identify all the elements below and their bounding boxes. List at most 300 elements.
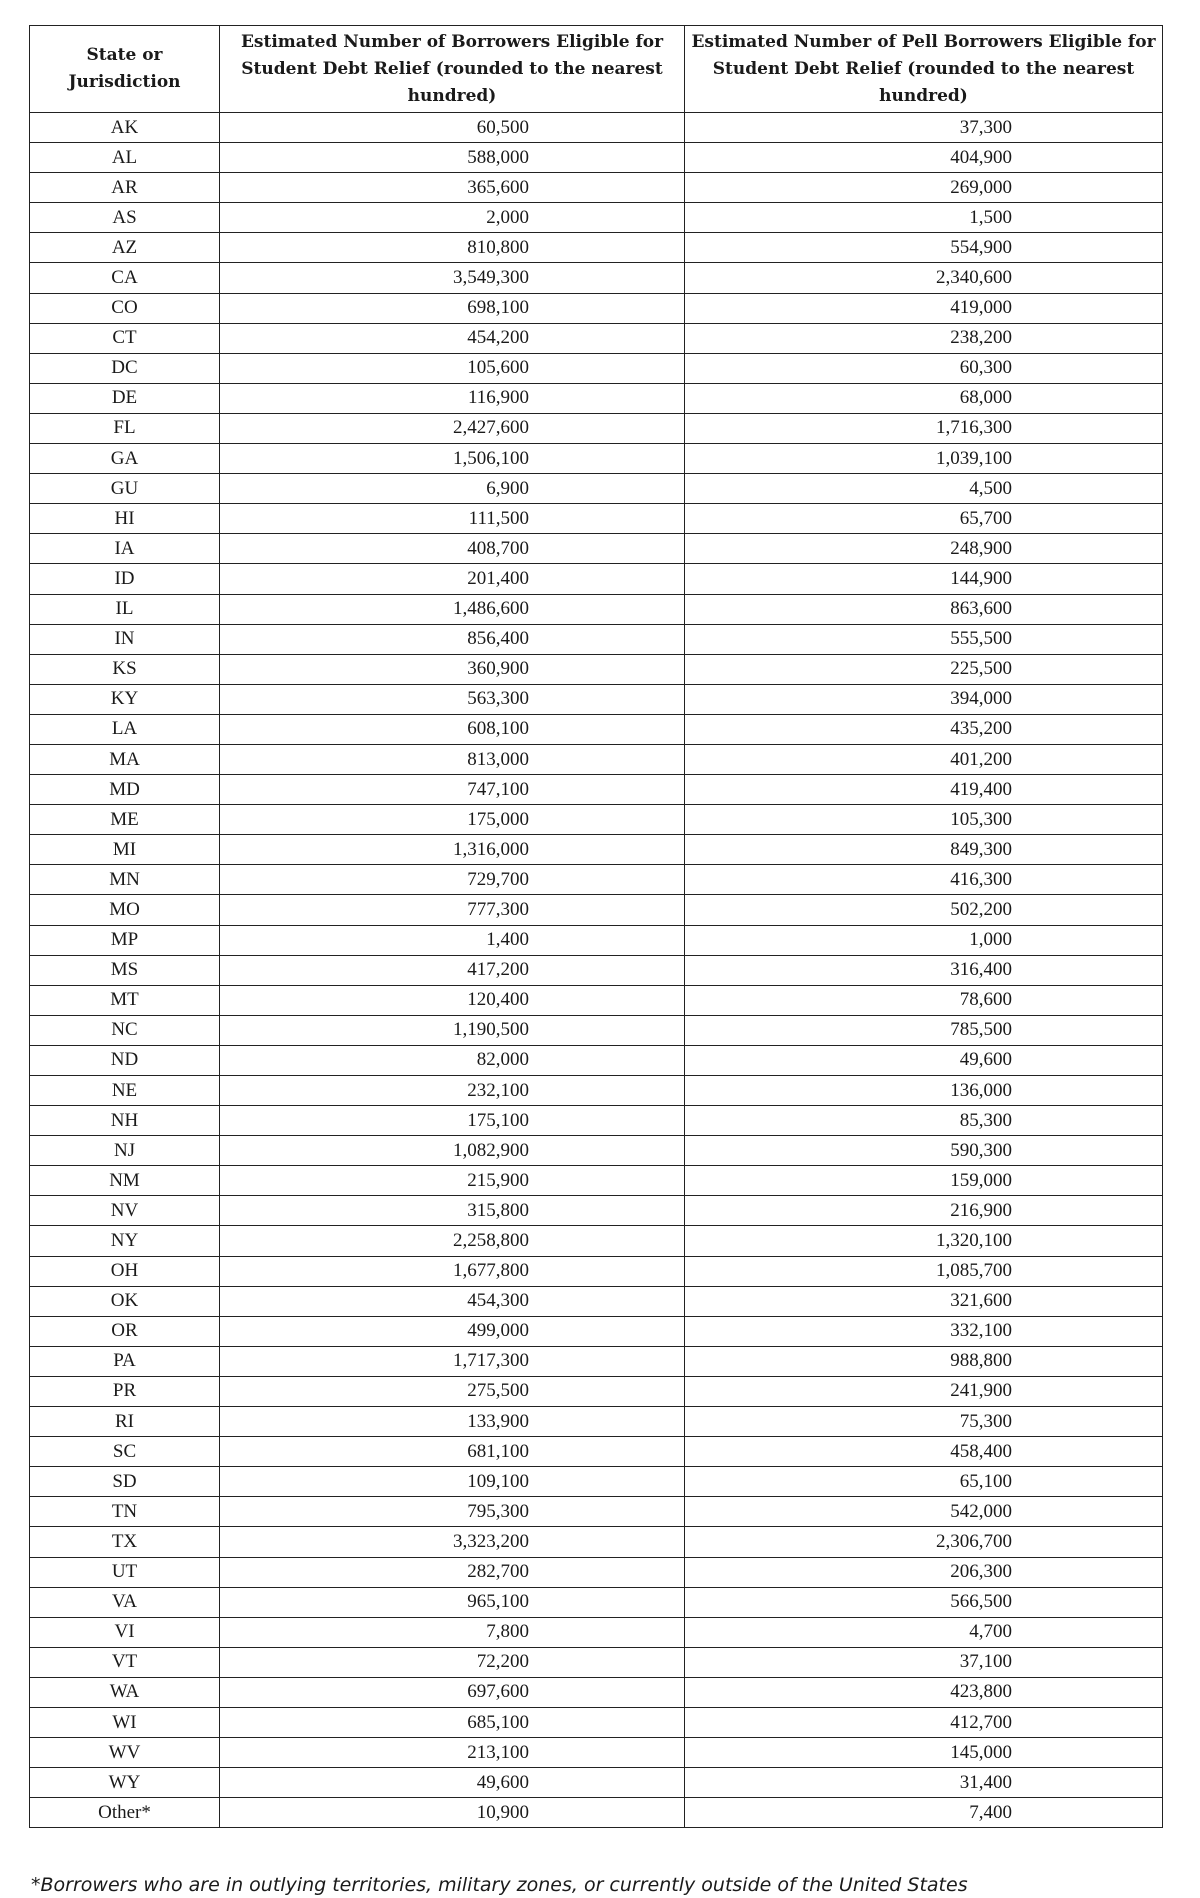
borrowers-cell <box>220 1557 685 1587</box>
pell-borrowers-cell <box>685 1045 1163 1075</box>
table-row <box>30 624 1163 654</box>
state-cell: MP <box>30 925 220 955</box>
borrowers-cell <box>220 143 685 173</box>
table-row <box>30 1467 1163 1497</box>
table-row <box>30 1557 1163 1587</box>
pell-borrowers-value: 4,700 <box>969 1621 1012 1643</box>
borrowers-cell <box>220 955 685 985</box>
borrowers-cell <box>220 233 685 263</box>
borrowers-cell <box>220 1798 685 1828</box>
state-cell: WY <box>30 1768 220 1798</box>
borrowers-value: 563,300 <box>467 688 529 710</box>
table-row <box>30 413 1163 443</box>
table-row <box>30 1346 1163 1376</box>
table-row <box>30 714 1163 744</box>
pell-borrowers-cell <box>685 1376 1163 1406</box>
state-cell: ME <box>30 805 220 835</box>
borrowers-cell <box>220 1076 685 1106</box>
borrowers-cell <box>220 1497 685 1527</box>
borrowers-value: 175,000 <box>467 808 529 830</box>
pell-borrowers-value: 4,500 <box>969 477 1012 499</box>
state-cell: SC <box>30 1437 220 1467</box>
borrowers-value: 275,500 <box>467 1380 529 1402</box>
borrowers-value: 685,100 <box>467 1711 529 1733</box>
table-row <box>30 534 1163 564</box>
pell-borrowers-value: 65,100 <box>959 1470 1012 1492</box>
borrowers-cell <box>220 1256 685 1286</box>
state-cell: WA <box>30 1677 220 1707</box>
table-row <box>30 925 1163 955</box>
borrowers-value: 365,600 <box>467 176 529 198</box>
pell-borrowers-value: 1,716,300 <box>936 417 1012 439</box>
table-row <box>30 955 1163 985</box>
borrowers-cell <box>220 504 685 534</box>
pell-borrowers-value: 416,300 <box>950 868 1012 890</box>
table-row <box>30 263 1163 293</box>
pell-borrowers-cell <box>685 895 1163 925</box>
pell-borrowers-cell <box>685 1617 1163 1647</box>
state-cell: Other* <box>30 1798 220 1828</box>
pell-borrowers-value: 136,000 <box>950 1079 1012 1101</box>
state-cell: WI <box>30 1707 220 1737</box>
table-row <box>30 323 1163 353</box>
pell-borrowers-value: 159,000 <box>950 1169 1012 1191</box>
state-cell: FL <box>30 413 220 443</box>
borrowers-cell <box>220 474 685 504</box>
pell-borrowers-cell <box>685 1076 1163 1106</box>
table-row <box>30 1587 1163 1617</box>
borrowers-cell <box>220 1617 685 1647</box>
pell-borrowers-cell <box>685 1196 1163 1226</box>
state-cell: NC <box>30 1015 220 1045</box>
table-row <box>30 1738 1163 1768</box>
borrowers-value: 1,082,900 <box>453 1139 529 1161</box>
table-row <box>30 504 1163 534</box>
state-cell: MA <box>30 744 220 774</box>
pell-borrowers-cell <box>685 775 1163 805</box>
pell-borrowers-cell <box>685 173 1163 203</box>
state-cell: CT <box>30 323 220 353</box>
borrowers-value: 6,900 <box>486 477 529 499</box>
borrowers-cell <box>220 1045 685 1075</box>
state-cell: GU <box>30 474 220 504</box>
pell-borrowers-cell <box>685 1647 1163 1677</box>
borrowers-cell <box>220 413 685 443</box>
table-row <box>30 1437 1163 1467</box>
borrowers-value: 1,400 <box>486 929 529 951</box>
table-row <box>30 383 1163 413</box>
borrowers-cell <box>220 263 685 293</box>
state-cell: MD <box>30 775 220 805</box>
state-cell: UT <box>30 1557 220 1587</box>
borrowers-value: 747,100 <box>467 778 529 800</box>
borrowers-cell <box>220 113 685 143</box>
borrowers-value: 856,400 <box>467 628 529 650</box>
pell-borrowers-value: 419,000 <box>950 297 1012 319</box>
table-row <box>30 1707 1163 1737</box>
borrowers-value: 1,190,500 <box>453 1019 529 1041</box>
pell-borrowers-cell <box>685 1136 1163 1166</box>
borrowers-value: 105,600 <box>467 357 529 379</box>
pell-borrowers-value: 105,300 <box>950 808 1012 830</box>
borrowers-value: 499,000 <box>467 1320 529 1342</box>
borrowers-value: 111,500 <box>468 507 529 529</box>
borrowers-cell <box>220 1166 685 1196</box>
pell-borrowers-value: 1,039,100 <box>936 447 1012 469</box>
state-cell: IN <box>30 624 220 654</box>
borrowers-value: 2,427,600 <box>453 417 529 439</box>
state-cell: IA <box>30 534 220 564</box>
borrowers-value: 1,316,000 <box>453 838 529 860</box>
pell-borrowers-value: 7,400 <box>969 1801 1012 1823</box>
pell-borrowers-cell <box>685 1768 1163 1798</box>
table-row <box>30 1166 1163 1196</box>
pell-borrowers-cell <box>685 534 1163 564</box>
borrowers-value: 109,100 <box>467 1470 529 1492</box>
borrowers-value: 213,100 <box>467 1741 529 1763</box>
pell-borrowers-value: 554,900 <box>950 236 1012 258</box>
borrowers-cell <box>220 1286 685 1316</box>
borrowers-cell <box>220 835 685 865</box>
borrowers-cell <box>220 925 685 955</box>
borrowers-cell <box>220 1527 685 1557</box>
pell-borrowers-cell <box>685 624 1163 654</box>
pell-borrowers-cell <box>685 1316 1163 1346</box>
borrowers-cell <box>220 865 685 895</box>
pell-borrowers-value: 849,300 <box>950 838 1012 860</box>
pell-borrowers-value: 316,400 <box>950 959 1012 981</box>
pell-borrowers-cell <box>685 1286 1163 1316</box>
pell-borrowers-value: 590,300 <box>950 1139 1012 1161</box>
pell-borrowers-cell <box>685 1707 1163 1737</box>
borrowers-value: 3,549,300 <box>453 267 529 289</box>
pell-borrowers-cell <box>685 744 1163 774</box>
pell-borrowers-value: 225,500 <box>950 658 1012 680</box>
borrowers-cell <box>220 594 685 624</box>
borrowers-value: 1,677,800 <box>453 1260 529 1282</box>
borrowers-value: 282,700 <box>467 1561 529 1583</box>
state-cell: RI <box>30 1407 220 1437</box>
pell-borrowers-cell <box>685 684 1163 714</box>
state-cell: GA <box>30 444 220 474</box>
borrowers-cell <box>220 1437 685 1467</box>
borrowers-cell <box>220 1226 685 1256</box>
pell-borrowers-value: 419,400 <box>950 778 1012 800</box>
borrowers-cell <box>220 383 685 413</box>
table-row <box>30 1768 1163 1798</box>
borrowers-value: 681,100 <box>467 1440 529 1462</box>
borrowers-value: 360,900 <box>467 658 529 680</box>
table-row <box>30 985 1163 1015</box>
borrowers-value: 201,400 <box>467 567 529 589</box>
state-cell: NM <box>30 1166 220 1196</box>
state-cell: CO <box>30 293 220 323</box>
state-cell: WV <box>30 1738 220 1768</box>
pell-borrowers-value: 394,000 <box>950 688 1012 710</box>
borrowers-cell <box>220 1738 685 1768</box>
pell-borrowers-cell <box>685 1226 1163 1256</box>
table-row <box>30 173 1163 203</box>
pell-borrowers-cell <box>685 1527 1163 1557</box>
borrowers-cell <box>220 323 685 353</box>
pell-borrowers-value: 248,900 <box>950 537 1012 559</box>
borrowers-cell <box>220 534 685 564</box>
table-row <box>30 1497 1163 1527</box>
pell-borrowers-value: 785,500 <box>950 1019 1012 1041</box>
state-cell: LA <box>30 714 220 744</box>
borrowers-cell <box>220 775 685 805</box>
pell-borrowers-value: 1,320,100 <box>936 1230 1012 1252</box>
pell-borrowers-cell <box>685 413 1163 443</box>
table-row <box>30 654 1163 684</box>
state-cell: ID <box>30 564 220 594</box>
pell-borrowers-cell <box>685 353 1163 383</box>
table-row <box>30 1376 1163 1406</box>
state-cell: VA <box>30 1587 220 1617</box>
borrowers-cell <box>220 1407 685 1437</box>
borrowers-cell <box>220 1316 685 1346</box>
table-row <box>30 895 1163 925</box>
state-cell: AR <box>30 173 220 203</box>
state-cell: SD <box>30 1467 220 1497</box>
borrowers-value: 608,100 <box>467 718 529 740</box>
table-row <box>30 444 1163 474</box>
pell-borrowers-value: 269,000 <box>950 176 1012 198</box>
pell-borrowers-value: 566,500 <box>950 1591 1012 1613</box>
borrowers-value: 60,500 <box>476 116 529 138</box>
borrowers-cell <box>220 1768 685 1798</box>
pell-borrowers-value: 423,800 <box>950 1681 1012 1703</box>
pell-borrowers-cell <box>685 925 1163 955</box>
pell-borrowers-cell <box>685 1738 1163 1768</box>
pell-borrowers-value: 1,000 <box>969 929 1012 951</box>
table-row <box>30 293 1163 323</box>
borrowers-cell <box>220 805 685 835</box>
borrowers-value: 408,700 <box>467 537 529 559</box>
borrowers-value: 813,000 <box>467 748 529 770</box>
borrowers-value: 729,700 <box>467 868 529 890</box>
borrowers-cell <box>220 353 685 383</box>
state-cell: MS <box>30 955 220 985</box>
borrowers-value: 698,100 <box>467 297 529 319</box>
pell-borrowers-cell <box>685 1677 1163 1707</box>
pell-borrowers-cell <box>685 1256 1163 1286</box>
table-row <box>30 1617 1163 1647</box>
borrowers-cell <box>220 744 685 774</box>
state-cell: PA <box>30 1346 220 1376</box>
pell-borrowers-value: 458,400 <box>950 1440 1012 1462</box>
state-cell: NV <box>30 1196 220 1226</box>
pell-borrowers-cell <box>685 474 1163 504</box>
borrowers-value: 10,900 <box>476 1801 529 1823</box>
table-row <box>30 1316 1163 1346</box>
state-cell: NJ <box>30 1136 220 1166</box>
pell-borrowers-cell <box>685 865 1163 895</box>
pell-borrowers-value: 1,085,700 <box>936 1260 1012 1282</box>
table-row <box>30 113 1163 143</box>
borrowers-value: 795,300 <box>467 1500 529 1522</box>
pell-borrowers-value: 863,600 <box>950 598 1012 620</box>
table-row <box>30 1015 1163 1045</box>
borrowers-value: 232,100 <box>467 1079 529 1101</box>
header-pell-borrowers: Estimated Number of Pell Borrowers Eligible for Student Debt Relief (rounded to the nearest hundred) <box>685 26 1163 113</box>
borrowers-value: 215,900 <box>467 1169 529 1191</box>
pell-borrowers-value: 241,900 <box>950 1380 1012 1402</box>
borrowers-cell <box>220 1106 685 1136</box>
pell-borrowers-value: 404,900 <box>950 146 1012 168</box>
footnote: *Borrowers who are in outlying territories, military zones, or currently outside of the United States <box>31 1874 968 1896</box>
table-row <box>30 1106 1163 1136</box>
pell-borrowers-value: 144,900 <box>950 567 1012 589</box>
pell-borrowers-cell <box>685 113 1163 143</box>
borrowers-value: 2,000 <box>486 206 529 228</box>
pell-borrowers-cell <box>685 1467 1163 1497</box>
pell-borrowers-value: 2,340,600 <box>936 267 1012 289</box>
pell-borrowers-cell <box>685 444 1163 474</box>
borrowers-value: 1,486,600 <box>453 598 529 620</box>
eligible-borrowers-table <box>29 25 1163 1828</box>
borrowers-value: 82,000 <box>476 1049 529 1071</box>
pell-borrowers-value: 75,300 <box>959 1410 1012 1432</box>
table-row <box>30 835 1163 865</box>
table-row <box>30 1407 1163 1437</box>
table-row <box>30 684 1163 714</box>
table-row <box>30 865 1163 895</box>
pell-borrowers-cell <box>685 985 1163 1015</box>
pell-borrowers-cell <box>685 714 1163 744</box>
borrowers-cell <box>220 564 685 594</box>
borrowers-value: 2,258,800 <box>453 1230 529 1252</box>
pell-borrowers-cell <box>685 1587 1163 1617</box>
pell-borrowers-value: 37,300 <box>959 116 1012 138</box>
table-row <box>30 1256 1163 1286</box>
pell-borrowers-value: 49,600 <box>959 1049 1012 1071</box>
borrowers-cell <box>220 203 685 233</box>
table-row <box>30 594 1163 624</box>
state-cell: NY <box>30 1226 220 1256</box>
table-row <box>30 805 1163 835</box>
borrowers-cell <box>220 1015 685 1045</box>
pell-borrowers-cell <box>685 1106 1163 1136</box>
pell-borrowers-cell <box>685 835 1163 865</box>
pell-borrowers-cell <box>685 1166 1163 1196</box>
state-cell: TX <box>30 1527 220 1557</box>
state-cell: HI <box>30 504 220 534</box>
pell-borrowers-value: 216,900 <box>950 1199 1012 1221</box>
pell-borrowers-cell <box>685 1346 1163 1376</box>
pell-borrowers-value: 145,000 <box>950 1741 1012 1763</box>
table-row <box>30 474 1163 504</box>
borrowers-value: 120,400 <box>467 989 529 1011</box>
borrowers-value: 116,900 <box>467 387 529 409</box>
pell-borrowers-cell <box>685 233 1163 263</box>
borrowers-cell <box>220 444 685 474</box>
pell-borrowers-value: 85,300 <box>959 1109 1012 1131</box>
pell-borrowers-value: 542,000 <box>950 1500 1012 1522</box>
pell-borrowers-cell <box>685 955 1163 985</box>
state-cell: MT <box>30 985 220 1015</box>
borrowers-cell <box>220 985 685 1015</box>
borrowers-value: 697,600 <box>467 1681 529 1703</box>
table-header-row <box>30 26 1163 113</box>
state-cell: NE <box>30 1076 220 1106</box>
pell-borrowers-value: 206,300 <box>950 1561 1012 1583</box>
state-cell: MN <box>30 865 220 895</box>
borrowers-cell <box>220 654 685 684</box>
borrowers-cell <box>220 714 685 744</box>
borrowers-cell <box>220 624 685 654</box>
borrowers-value: 133,900 <box>467 1410 529 1432</box>
pell-borrowers-cell <box>685 1798 1163 1828</box>
borrowers-cell <box>220 173 685 203</box>
borrowers-value: 810,800 <box>467 236 529 258</box>
borrowers-cell <box>220 1707 685 1737</box>
table-row <box>30 564 1163 594</box>
table-row <box>30 775 1163 805</box>
borrowers-value: 965,100 <box>467 1591 529 1613</box>
pell-borrowers-value: 435,200 <box>950 718 1012 740</box>
state-cell: DE <box>30 383 220 413</box>
borrowers-cell <box>220 1647 685 1677</box>
borrowers-value: 315,800 <box>467 1199 529 1221</box>
table-row <box>30 353 1163 383</box>
pell-borrowers-cell <box>685 1407 1163 1437</box>
borrowers-value: 1,506,100 <box>453 447 529 469</box>
pell-borrowers-value: 988,800 <box>950 1350 1012 1372</box>
table-row <box>30 744 1163 774</box>
borrowers-value: 7,800 <box>486 1621 529 1643</box>
pell-borrowers-cell <box>685 1015 1163 1045</box>
table-row <box>30 1286 1163 1316</box>
table-row <box>30 203 1163 233</box>
header-state: State or Jurisdiction <box>30 26 220 113</box>
pell-borrowers-cell <box>685 1497 1163 1527</box>
borrowers-cell <box>220 1196 685 1226</box>
state-cell: IL <box>30 594 220 624</box>
state-cell: OK <box>30 1286 220 1316</box>
state-cell: MI <box>30 835 220 865</box>
pell-borrowers-cell <box>685 383 1163 413</box>
pell-borrowers-value: 1,500 <box>969 206 1012 228</box>
table-row <box>30 1045 1163 1075</box>
table-body <box>30 113 1163 1828</box>
borrowers-cell <box>220 293 685 323</box>
state-cell: AK <box>30 113 220 143</box>
borrowers-value: 454,200 <box>467 327 529 349</box>
table-row <box>30 1136 1163 1166</box>
state-cell: PR <box>30 1376 220 1406</box>
pell-borrowers-cell <box>685 1557 1163 1587</box>
pell-borrowers-value: 502,200 <box>950 898 1012 920</box>
borrowers-cell <box>220 1587 685 1617</box>
pell-borrowers-value: 37,100 <box>959 1651 1012 1673</box>
pell-borrowers-cell <box>685 564 1163 594</box>
pell-borrowers-value: 68,000 <box>959 387 1012 409</box>
pell-borrowers-value: 332,100 <box>950 1320 1012 1342</box>
table-row <box>30 1527 1163 1557</box>
table-row <box>30 1647 1163 1677</box>
pell-borrowers-value: 238,200 <box>950 327 1012 349</box>
pell-borrowers-cell <box>685 293 1163 323</box>
pell-borrowers-cell <box>685 323 1163 353</box>
pell-borrowers-value: 401,200 <box>950 748 1012 770</box>
pell-borrowers-value: 2,306,700 <box>936 1530 1012 1552</box>
borrowers-value: 417,200 <box>467 959 529 981</box>
pell-borrowers-cell <box>685 654 1163 684</box>
pell-borrowers-value: 321,600 <box>950 1290 1012 1312</box>
table-row <box>30 1226 1163 1256</box>
table-row <box>30 1196 1163 1226</box>
